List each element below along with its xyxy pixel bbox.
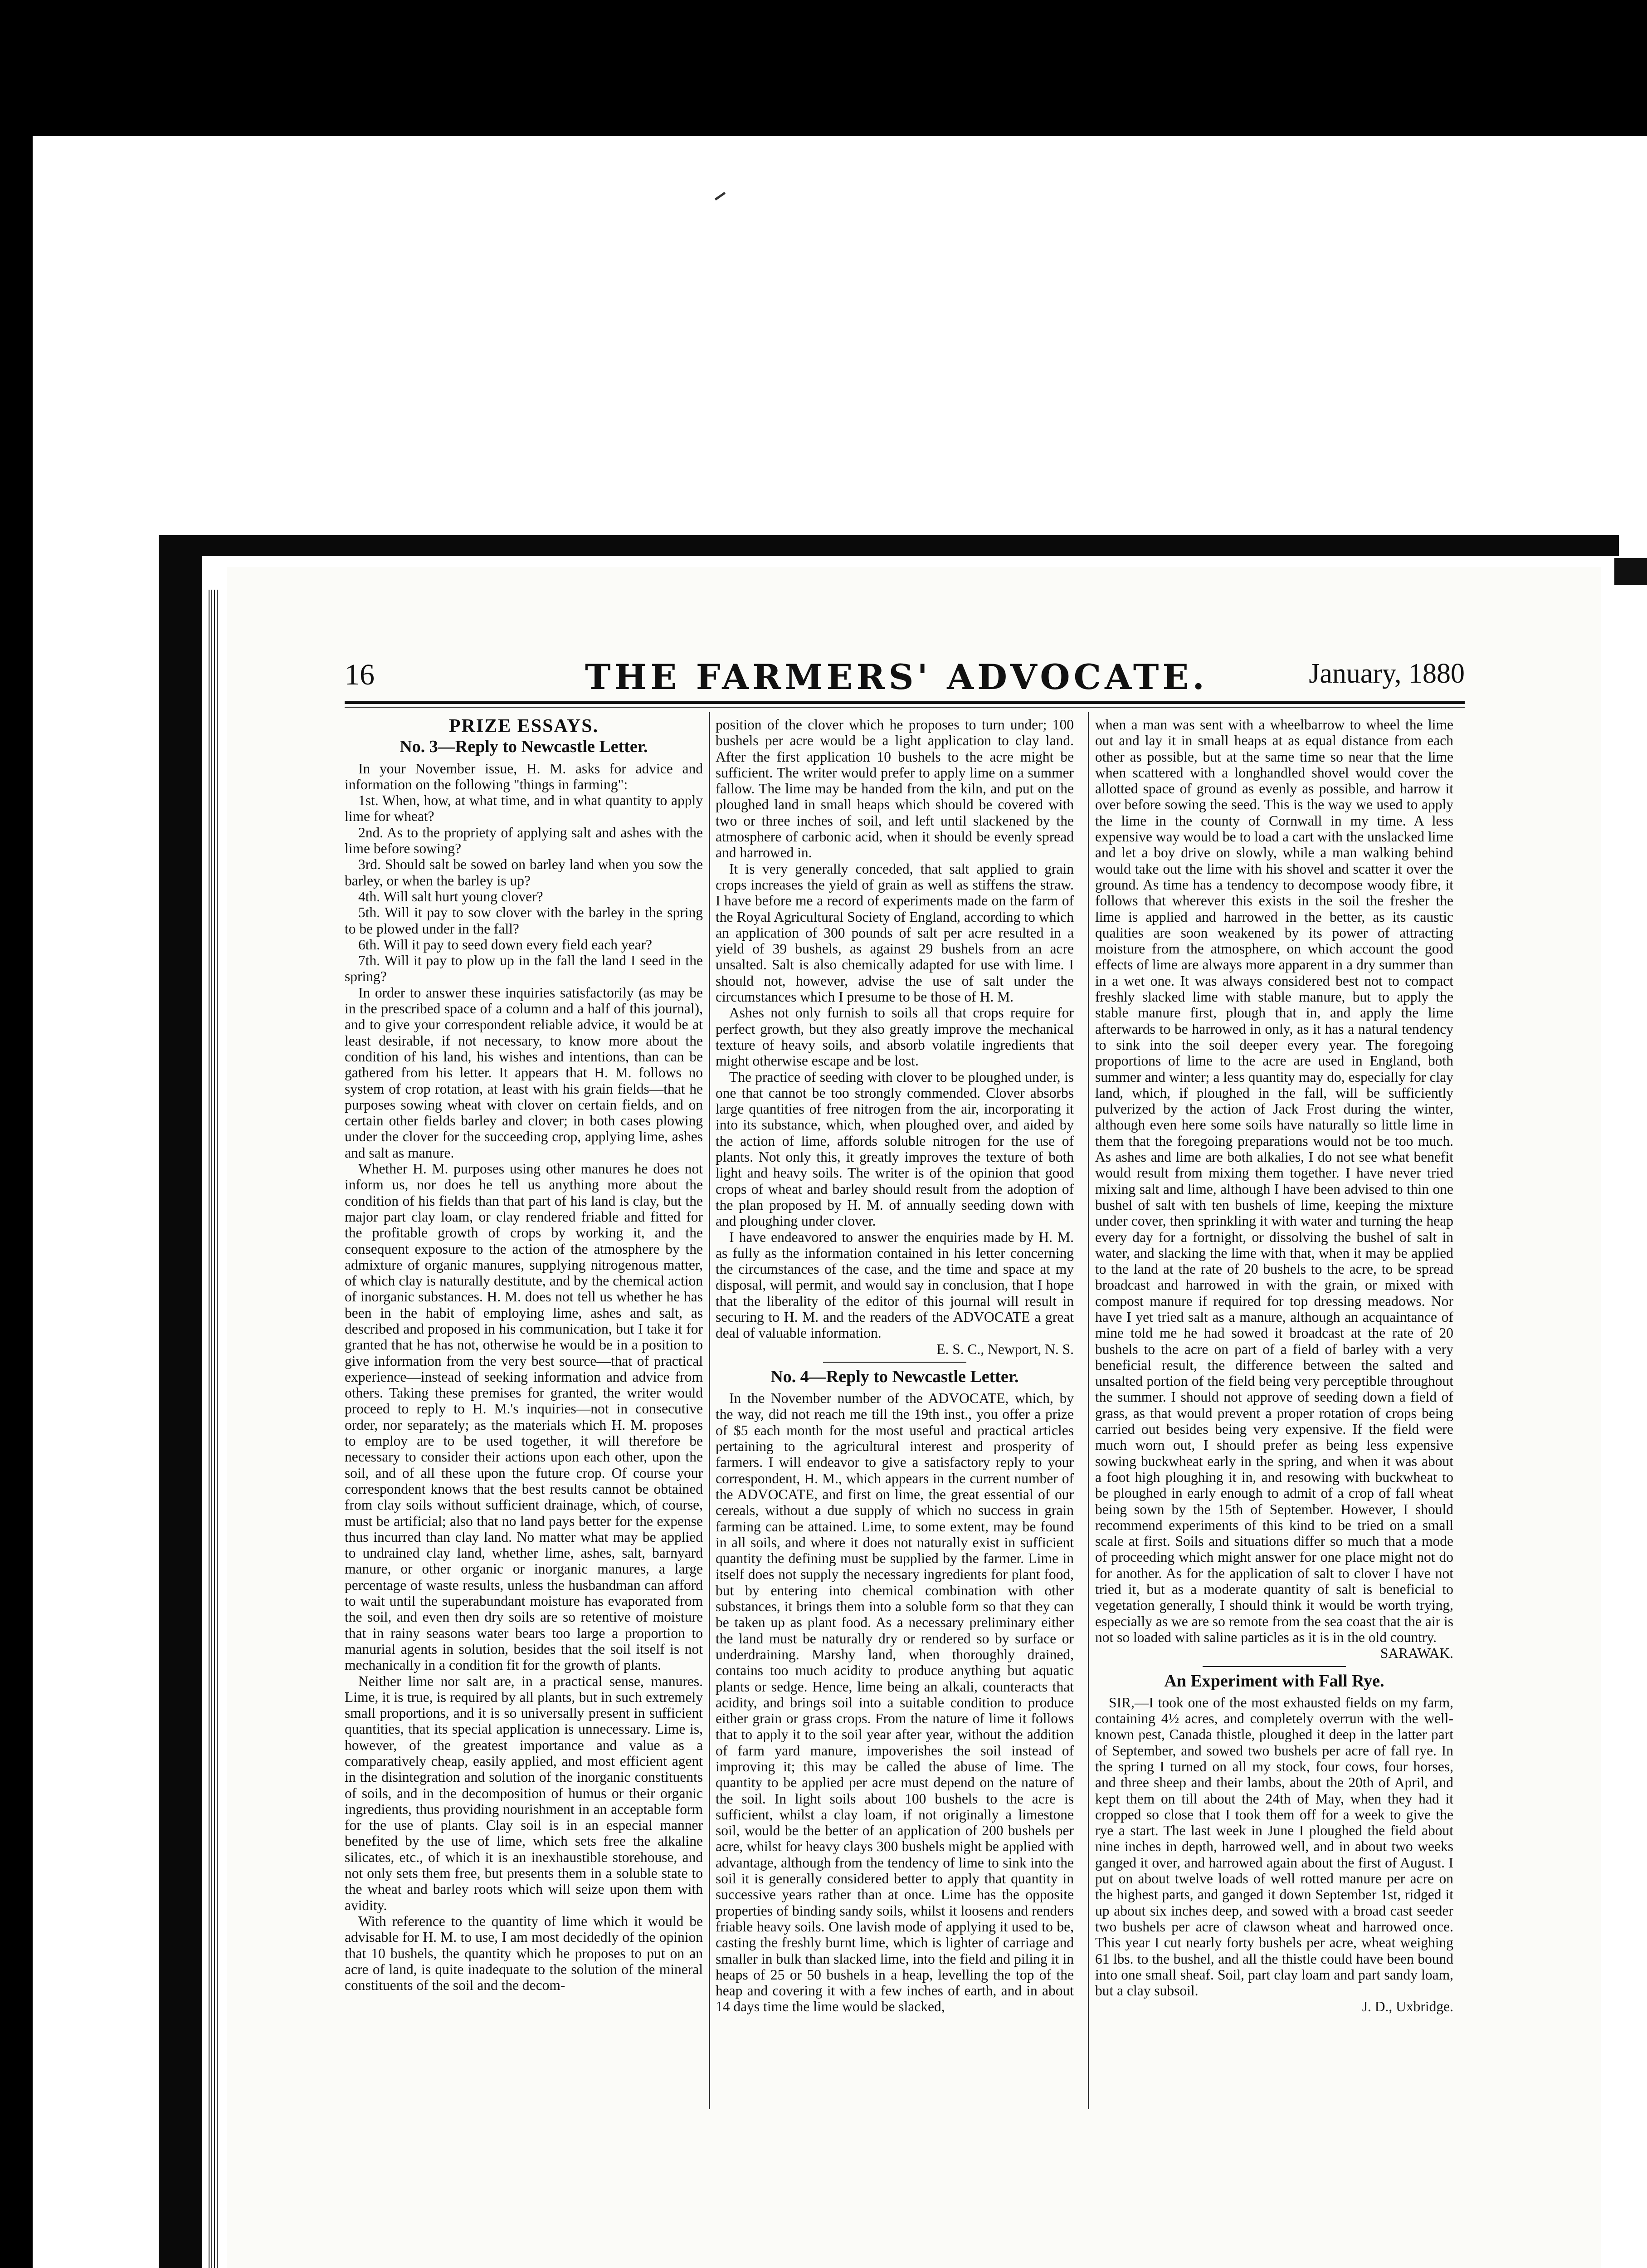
paragraph: The practice of seeding with clover to be ploughed under, is one that cannot be too strongly commended. Clover absorbs large quantities of free nitrogen from the air, incorporating it into its substance, which, when ploughed over, and aided by the action of lime, affords soluble nitrogen for the use of plants. Not only this, it greatly improves the texture of both light and heavy soils. The writer is of the opinion that good crops of wheat and barley should result from the adoption of the plan proposed by H. M. of annually seeding down with and ploughing under clover. <box>716 1069 1074 1229</box>
header-rule <box>345 701 1465 704</box>
question: 2nd. As to the propriety of applying salt and ashes with the lime before sowing? <box>345 824 703 857</box>
paragraph: Whether H. M. purposes using other manures he does not inform us, nor does he tell us anything more about the condition of his fields than that part of his land is clay, but the major part clay loam, or clay rendered friable and fitted for the profitable growth of crops by working it, and the consequent exposure to the action of the atmosphere by the admixture of organic manures, supplying nitrogenous matter, of which clay is naturally destitute, and by the chemical action of inorganic substances. H. M. does not tell us whether he has been in the habit of employing lime, ashes and salt, as described and proposed in his communication, but I take it for granted that he has not, otherwise he would be in a position to give information from the very best source—that of practical experience—instead of seeking information and advice from others. Taking these premises for granted, the writer would proceed to reply to H. M.'s inquiries—not in consecutive order, nor separately; as the materials which H. M. proposes to employ are to be used together, it will therefore be necessary to consider their actions upon each other, upon the soil, and of all these upon the future crop. Of course your correspondent knows that the best results cannot be obtained from clay soils without sufficient drainage, which, of course, must be artificial; also that no land pays better for the expense thus incurred than clay land. No matter what may be applied to undrained clay land, whether lime, ashes, salt, barnyard manure, or other organic or inorganic manures, a large percentage of waste results, unless the husbandman can afford to wait until the superabundant moisture has evaporated from the soil, and even then dry soils are so retentive of moisture that in rainy seasons water bears too large a proportion to manurial agents in solution, besides that the soil itself is not mechanically in a condition fit for the growth of plants. <box>345 1161 703 1673</box>
paragraph: In the November number of the ADVOCATE, which, by the way, did not reach me till the 19th inst., you offer a prize of $5 each month for the most useful and practical articles pertaining to the agricultural interest and prosperity of farmers. I will endeavor to give a satisfactory reply to your correspondent, H. M., which appears in the current number of the ADVOCATE, and first on lime, the great essential of our cereals, without a due supply of which no success in grain farming can be attained. Lime, to some extent, may be found in all soils, and where it does not naturally exist in sufficient quantity the defining must be supplied by the farmer. Lime in itself does not supply the necessary ingredients for plant food, but by entering into chemical combination with other substances, it brings them into a soluble form so that they can be taken up as plant food. As a necessary preliminary either the land must be naturally dry or rendered so by surface or underdraining. Marshy land, when thoroughly drained, contains too much acidity to produce anything but aquatic plants or sedge. Hence, lime being an alkali, counteracts that acidity, and brings soil into a suitable condition to produce either grain or grass crops. From the nature of lime it follows that to apply it to the soil year after year, without the addition of farm yard manure, impoverishes the soil instead of improving it; this may be called the abuse of lime. The quantity to be applied per acre must depend on the nature of the soil. In light soils about 100 bushels to the acre is sufficient, whilst a clay loam, if not originally a limestone soil, would be the better of an application of 200 bushels per acre, whilst for heavy clays 300 bushels might be applied with advantage, although from the tendency of lime to sink into the soil it is generally considered better to apply that quantity in successive years rather than at once. Lime has the opposite properties of binding sandy soils, whilst it loosens and renders friable heavy soils. One lavish mode of applying it used to be, casting the freshly burnt lime, which is lighter of carriage and smaller in bulk than slacked lime, into the field and piling it in heaps of 25 or 50 bushels in a heap, levelling the top of the heap and covering it with a few inches of earth, and in about 14 days time the lime would be slacked, <box>716 1390 1074 2015</box>
signature: SARAWAK. <box>1380 1645 1453 1662</box>
question: 1st. When, how, at what time, and in what quantity to apply lime for wheat? <box>345 792 703 825</box>
page-header <box>345 653 1465 699</box>
paragraph: SIR,—I took one of the most exhausted fields on my farm, containing 4½ acres, and completely overrun with the well-known pest, Canada thistle, ploughed it deep in the latter part of September, and sowed two bushels per acre of fall rye. In the spring I turned on all my stock, four cows, four horses, and three sheep and their lambs, about the 20th of April, and kept them on till about the 24th of May, when they had it cropped so close that I took them off for a week to give the rye a start. The last week in June I ploughed the field about nine inches in depth, harrowed well, and in about two weeks ganged it over, and harrowed again about the first of August. I put on about twelve loads of well rotted manure per acre on the highest parts, and ganged it down September 1st, ridged it up about six inches deep, and sowed with a broad cast seeder two bushels per acre of clawson wheat and harrowed once. This year I cut nearly forty bushels per acre, wheat weighing 61 lbs. to the bushel, and all the thistle could have been bound into one small sheaf. Soil, part clay loam and part sandy loam, but a clay subsoil. <box>1095 1694 1453 1999</box>
signature: E. S. C., Newport, N. S. <box>936 1341 1074 1357</box>
question: 4th. Will salt hurt young clover? <box>358 888 543 904</box>
paragraph: Neither lime nor salt are, in a practical sense, manures. Lime, it is true, is required by all plants, but in such extremely small proportions, and it is so universally present in sufficient quantities, that its special application is unnecessary. Lime is, however, of the greatest importance and value as a comparatively cheap, easily applied, and most efficient agent in the disintegration and solution of the inorganic constituents of soils, and in the decomposition of humus or their organic ingredients, thus providing nourishment in an acceptable form for the use of plants. Clay soil is in an especial manner benefited by the use of lime, which sets free the alkaline silicates, etc., of which it is an inexhaustible storehouse, and not only sets them free, but presents them in a soluble state to the wheat and barley roots which will seize upon them with avidity. <box>345 1673 703 1913</box>
paragraph: I have endeavored to answer the enquiries made by H. M. as fully as the information contained in his letter concerning the circumstances of the case, and the time and space at my disposal, will permit, and would say in conclusion, that I hope that the liberality of the editor of this journal will result in securing to H. M. and the readers of the ADVOCATE a great deal of valuable information. <box>716 1229 1074 1341</box>
paragraph: when a man was sent with a wheelbarrow to wheel the lime out and lay it in small heaps at as equal distance from each other as possible, but at the same time so near that the lime when scattered with a longhandled shovel would cover the allotted space of ground as evenly as possible, and harrow it over before sowing the seed. This is the way we used to apply the lime in the county of Cornwall in my time. A less expensive way would be to load a cart with the unslacked lime and let a boy drive on slowly, while a man walking behind would take out the lime with his shovel and scatter it over the ground. As time has a tendency to decompose woody fibre, it follows that wherever this exists in the soil the fresher the lime is applied and harrowed in the better, as its caustic qualities are soon weakened by its power of attracting moisture from the atmosphere, on which account the good effects of lime are always more apparent in a dry summer than in a wet one. It was always considered best not to compact freshly slacked lime with stable manure, but to apply the stable manure first, plough that in, and apply the lime afterwards to be harrowed in only, as it has a natural tendency to sink into the soil deeper every year. The foregoing proportions of lime to the acre are used in England, both summer and winter; a less quantity may do, especially for clay land, which, if ploughed in the fall, will be sufficiently pulverized by the action of Jack Frost during the winter, although even here some soils have naturally so little lime in them that the foregoing preparations would not be too much. As ashes and lime are both alkalies, I do not see what benefit would result from mixing them together. I have never tried mixing salt and lime, although I have been advised to thin one bushel of salt with ten bushels of lime, keeping the mixture under cover, then sprinkling it with water and turning the heap every day for a fortnight, or dissolving the bushel of salt in water, and slacking the lime with that, when it may be applied to the land at the rate of 20 bushels to the acre, to be spread broadcast and harrowed in with the grain, or mixed with compost manure if required for top dressing meadows. Nor have I yet tried salt as a manure, although an acquaintance of mine told me he had sowed it broadcast at the rate of 20 bushels to the acre on part of a field of barley with a very beneficial result, the difference between the salted and unsalted portion of the field being very perceptible throughout the summer. I should not approve of seeding down a field of grass, as that would prevent a proper rotation of crops being carried out besides being very expensive. If the field were much worn out, I should prefer as being less expensive sowing buckwheat early in the spring, and when it was about a foot high ploughing it in, and resowing with buckwheat to be ploughed in early enough to admit of a crop of fall wheat being sown by the 15th of September. However, I should recommend experiments of this kind to be tried on a small scale at first. Soils and situations differ so much that a mode of proceeding which might answer for one place might not do for another. As for the application of salt to clover I have not tried it, but as a moderate quantity of salt is beneficial to vegetation generally, I should think it would be worth trying, especially as we are so remote from the sea coast that the air is not so loaded with saline particles as it is in the old country. <box>1095 717 1453 1645</box>
section-title: PRIZE ESSAYS. <box>448 716 599 737</box>
binding-frame-top <box>163 535 1619 556</box>
question: 5th. Will it pay to sow clover with the barley in the spring to be plowed under in the fall? <box>345 904 703 937</box>
question: 3rd. Should salt be sowed on barley land when you sow the barley, or when the barley is up? <box>345 856 703 889</box>
paragraph: In order to answer these inquiries satisfactorily (as may be in the prescribed space of a column and a half of this journal), and to give your correspondent reliable advice, it would be at least desirable, if not necessary, to know more about the condition of his land, his wishes and intentions, than can be gathered from his letter. It appears that H. M. follows no system of crop rotation, at least with his grain fields—that he purposes sowing wheat with clover on certain fields, and on certain other fields barley and clover; in both cases plowing under the clover for the succeeding crop, applying lime, ashes and salt as manure. <box>345 984 703 1161</box>
issue-date: January, 1880 <box>1309 658 1465 689</box>
column-divider <box>1088 712 1089 2109</box>
binding-edge-right <box>1614 558 1647 585</box>
column-divider <box>709 712 710 2109</box>
essay-title: No. 4—Reply to Newcastle Letter. <box>770 1367 1019 1386</box>
paragraph: It is very generally conceded, that salt applied to grain crops increases the yield of grain as well as stiffens the straw. I have before me a record of experiments made on the farm of the Royal Agricultural Society of England, according to which an application of 300 pounds of salt per acre resulted in a yield of 39 bushels, as against 29 bushels from an acre unsalted. Salt is also chemically adapted for use with lime. I should not, however, advise the use of salt under the circumstances which I presume to be those of H. M. <box>716 860 1074 1005</box>
article-divider <box>1203 1666 1346 1667</box>
signature: J. D., Uxbridge. <box>1362 1999 1453 2015</box>
binding-frame-left <box>159 535 202 2268</box>
question: 7th. Will it pay to plow up in the fall the land I seed in the spring? <box>345 953 703 985</box>
paragraph: With reference to the quantity of lime which it would be advisable for H. M. to use, I am most decidedly of the opinion that 10 bushels, the quantity which he proposes to put on an acre of land, is quite inadequate to the solution of the mineral constituents of the soil and the decom- <box>345 1913 703 1994</box>
column-3 <box>1095 717 1453 2015</box>
column-2 <box>716 717 1074 2015</box>
question: 6th. Will it pay to seed down every field each year? <box>358 936 653 953</box>
paragraph: position of the clover which he proposes to turn under; 100 bushels per acre would be a light application to clay land. After the first application 10 bushels to the acre might be sufficient. The writer would prefer to apply lime on a summer fallow. The lime may be handed from the kiln, and put on the ploughed land in small heaps which should be covered with two or three inches of soil, and left until slackened by the atmosphere of carbonic acid, when it should be evenly spread and harrowed in. <box>716 717 1074 861</box>
page-number: 16 <box>345 658 375 691</box>
essay-title: No. 3—Reply to Newcastle Letter. <box>400 737 648 757</box>
article-title: An Experiment with Fall Rye. <box>1164 1671 1384 1691</box>
page-edge-lines <box>209 590 219 2268</box>
paragraph: Ashes not only furnish to soils all that crops require for perfect growth, but they also greatly improve the mechanical texture of heavy soils, and absorb volatile ingredients that might otherwise escape and be lost. <box>716 1005 1074 1069</box>
paragraph: In your November issue, H. M. asks for advice and information on the following "things in farming": <box>345 760 703 792</box>
masthead-title: THE FARMERS' ADVOCATE. <box>585 657 1208 697</box>
article-divider <box>823 1362 966 1363</box>
column-1 <box>345 717 703 1993</box>
header-rule-thin <box>345 707 1465 708</box>
